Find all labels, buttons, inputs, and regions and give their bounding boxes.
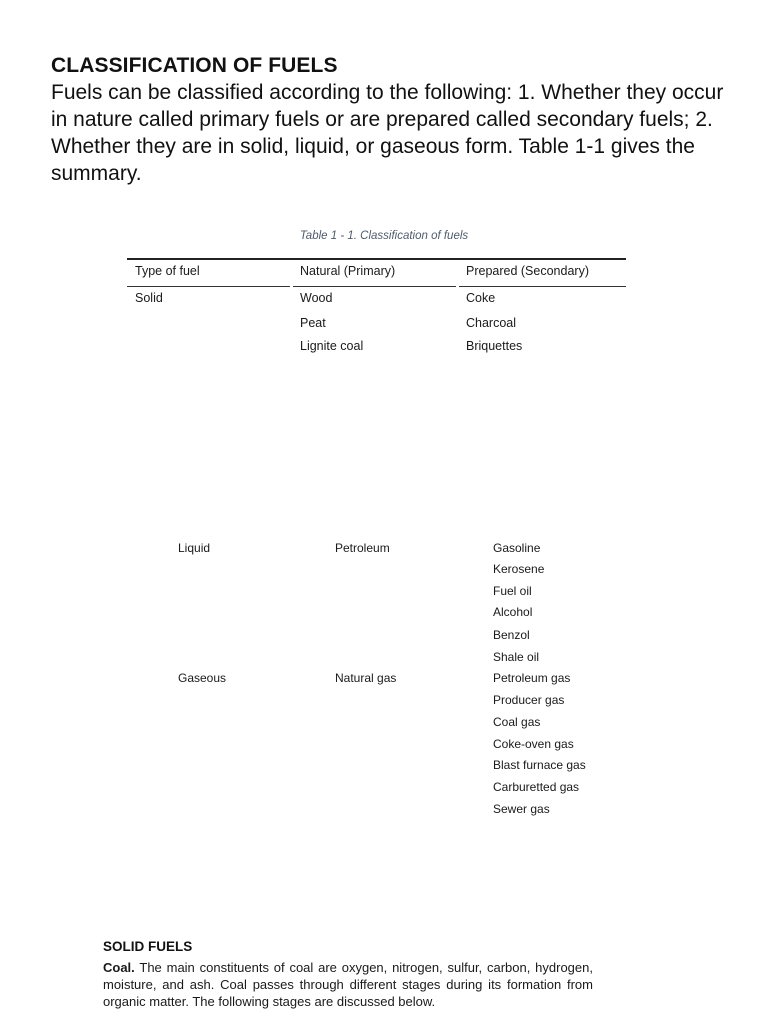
table-caption: Table 1 - 1. Classification of fuels xyxy=(299,230,469,242)
table-cell-prepared: Briquettes xyxy=(466,339,523,353)
table-cell-prepared: Alcohol xyxy=(493,605,533,619)
coal-text: The main constituents of coal are oxygen, nitrogen, sulfur, carbon, hydrogen, moisture, and ash. Coal passes through different stages during its formation from organic matter. The following stages are discussed below. xyxy=(103,960,593,1009)
solid-fuels-section xyxy=(103,938,593,1010)
table-cell-prepared: Charcoal xyxy=(466,316,517,330)
table-cell-prepared: Carburetted gas xyxy=(493,780,580,794)
table-cell-prepared: Gasoline xyxy=(493,541,541,555)
table-header-natural: Natural (Primary) xyxy=(300,264,396,278)
coal-paragraph xyxy=(103,959,593,1010)
table-cell-natural: Petroleum xyxy=(335,541,390,555)
table-cell-prepared: Benzol xyxy=(493,628,530,642)
table-cell-prepared: Coke xyxy=(466,291,496,305)
table-cell-prepared: Petroleum gas xyxy=(493,671,571,685)
header-rule-prepared xyxy=(459,286,626,287)
intro-paragraph: Fuels can be classified according to the following: 1. Whether they occur in nature called primary fuels or are prepared called secondary fuels; 2. Whether they are in solid, liquid, or gaseous form. Table 1-1 gives the summary. xyxy=(51,81,724,185)
table-cell-natural: Natural gas xyxy=(335,671,397,685)
table-cell-prepared: Kerosene xyxy=(493,562,545,576)
header-rule-type xyxy=(127,286,290,287)
table-cell-prepared: Coke-oven gas xyxy=(493,737,574,751)
table-cell-natural: Wood xyxy=(300,291,333,305)
table-cell-type-liquid: Liquid xyxy=(178,541,211,555)
table-cell-natural: Peat xyxy=(300,316,326,330)
table-cell-prepared: Coal gas xyxy=(493,715,541,729)
cutoff-text-line xyxy=(103,1018,593,1028)
table-cell-natural: Lignite coal xyxy=(300,339,364,353)
table-cell-prepared: Sewer gas xyxy=(493,802,550,816)
section-heading: SOLID FUELS xyxy=(103,939,193,954)
coal-label: Coal. xyxy=(103,960,135,975)
table-cell-prepared: Shale oil xyxy=(493,650,540,664)
table-header-prepared: Prepared (Secondary) xyxy=(466,264,589,278)
intro-block xyxy=(51,52,731,187)
table-cell-type-gaseous: Gaseous xyxy=(178,671,227,685)
table-top-rule xyxy=(127,258,626,260)
table-cell-prepared: Fuel oil xyxy=(493,584,532,598)
header-rule-natural xyxy=(293,286,456,287)
table-cell-prepared: Blast furnace gas xyxy=(493,758,586,772)
table-cell-type-solid: Solid xyxy=(135,291,163,305)
table-cell-prepared: Producer gas xyxy=(493,693,565,707)
page-title: CLASSIFICATION OF FUELS xyxy=(51,54,338,77)
table-header-type: Type of fuel xyxy=(135,264,200,278)
